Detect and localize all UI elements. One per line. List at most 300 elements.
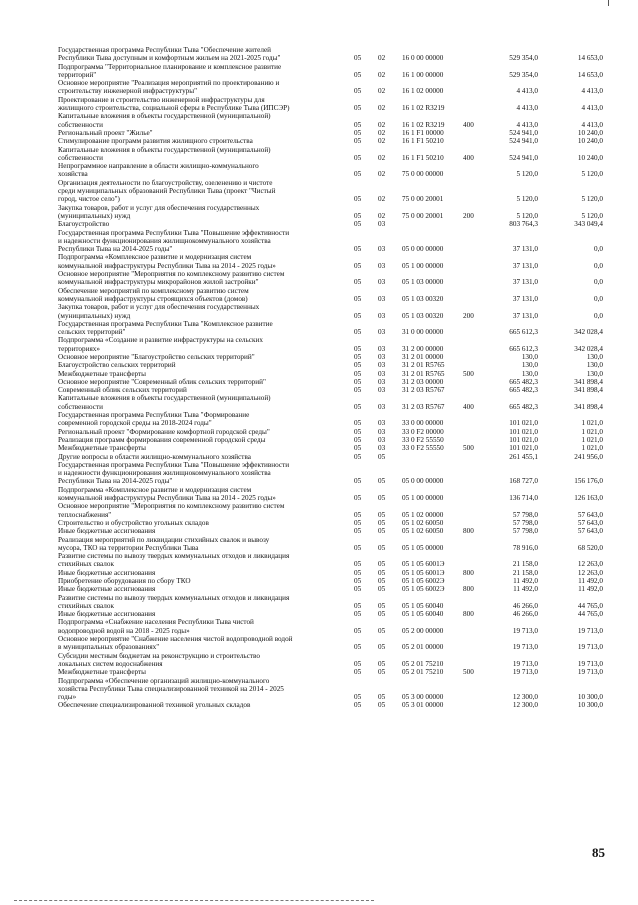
col-amount-2021: 665 482,3: [509, 402, 538, 411]
col-pr: 05: [378, 610, 386, 619]
table-row: [58, 585, 603, 593]
col-rz: 05: [354, 278, 362, 287]
col-rz: 05: [354, 211, 362, 220]
col-rz: 05: [354, 577, 362, 585]
table-row: [58, 370, 603, 378]
row-name: Закупка товаров, работ и услуг для обеспечения государственных (муниципальных) нужд: [58, 303, 260, 320]
col-cs: 05 3 01 00000: [402, 701, 444, 710]
col-rz: 05: [354, 543, 362, 552]
col-rz: 05: [354, 294, 362, 303]
col-amount-2022: 1 021,0: [581, 419, 603, 428]
table-row: [58, 137, 603, 145]
col-amount-2021: 101 021,0: [509, 435, 538, 444]
row-name: Капитальные вложения в объекты государственной (муниципальной) собственности: [58, 112, 271, 129]
col-amount-2022: 0,0: [594, 294, 603, 303]
col-rz: 05: [354, 452, 362, 461]
col-amount-2021: 37 131,0: [512, 245, 538, 254]
col-cs: 05 2 01 75210: [402, 659, 444, 668]
col-pr: 03: [378, 427, 386, 436]
col-rz: 05: [354, 352, 362, 361]
col-amount-2022: 10 240,0: [577, 137, 603, 146]
col-pr: 03: [378, 352, 386, 361]
col-rz: 05: [354, 527, 362, 536]
col-cs: 05 0 00 00000: [402, 245, 444, 254]
row-name: Реализация программ формирования современной городской среды: [58, 435, 266, 444]
col-amount-2022: 44 765,0: [577, 610, 603, 619]
col-cs: 05 1 05 60040: [402, 610, 444, 619]
col-cs: 31 2 03 00000: [402, 377, 444, 386]
col-amount-2022: 130,0: [586, 369, 603, 378]
col-pr: 03: [378, 344, 386, 353]
col-cs: 05 1 03 00320: [402, 311, 444, 320]
col-pr: 03: [378, 245, 386, 254]
table-row: [58, 701, 603, 709]
row-name: Государственная программа Республики Тыва "Комплексное развитие сельских территорий": [58, 319, 273, 337]
row-name: Государственная программа Республики Тыва "Повышение эффективности и надежности функционирования жилищнокоммунального хозяйства Республики Тыва на 2014-2025 годы": [58, 460, 290, 486]
table-row: [58, 46, 603, 63]
col-vr: 400: [463, 120, 474, 129]
col-amount-2022: 12 263,0: [577, 560, 603, 569]
row-name: Основное мероприятие "Реализация мероприятий по проектированию и строительству инженерной инфраструктуры": [58, 79, 280, 96]
col-rz: 05: [354, 344, 362, 353]
col-amount-2021: 37 131,0: [512, 311, 538, 320]
col-cs: 31 2 03 R5767: [402, 402, 445, 411]
col-amount-2021: 130,0: [521, 352, 538, 361]
col-amount-2021: 37 131,0: [512, 294, 538, 303]
col-pr: 05: [378, 601, 386, 610]
table-row: [58, 353, 603, 361]
budget-table: [58, 46, 603, 710]
col-rz: 05: [354, 170, 362, 179]
row-name: Межбюджетные трансферты: [58, 444, 146, 453]
col-pr: 02: [378, 170, 386, 179]
col-cs: 05 1 05 6001Э: [402, 560, 445, 569]
col-rz: 05: [354, 137, 362, 146]
col-cs: 16 1 02 00000: [402, 87, 444, 96]
col-cs: 16 0 00 00000: [402, 54, 444, 63]
col-cs: 75 0 00 20001: [402, 195, 444, 204]
col-amount-2021: 5 120,0: [516, 211, 538, 220]
table-row: [58, 361, 603, 369]
col-cs: 33 0 F2 00000: [402, 427, 444, 436]
table-row: [58, 129, 603, 137]
col-amount-2021: 524 941,0: [509, 128, 538, 137]
table-row: [58, 287, 603, 304]
col-pr: 03: [378, 220, 386, 229]
col-rz: 05: [354, 601, 362, 610]
scan-edge-line: [14, 900, 374, 901]
col-amount-2021: 524 941,0: [509, 137, 538, 146]
col-amount-2021: 803 764,3: [509, 220, 538, 229]
col-amount-2021: 665 482,3: [509, 386, 538, 395]
col-cs: 05 1 02 60050: [402, 527, 444, 536]
row-name: Подпрограмма «Создание и развитие инфраструктуры на сельских территориях»: [58, 336, 263, 353]
col-amount-2022: 11 492,0: [578, 585, 603, 594]
row-name: Субсидии местным бюджетам на реконструкцию и строительство локальных систем водоснабжения: [58, 651, 260, 668]
table-row: [58, 519, 603, 527]
col-pr: 05: [378, 560, 386, 569]
col-pr: 03: [378, 402, 386, 411]
col-amount-2021: 57 798,0: [512, 527, 538, 536]
col-pr: 03: [378, 377, 386, 386]
row-name: Подпрограмма «Комплексное развитие и модернизация систем коммунальной инфраструктуры Республики Тыва на 2014 - 2025 годы»: [58, 485, 276, 503]
col-amount-2021: 5 120,0: [516, 195, 538, 204]
col-cs: 16 1 F1 00000: [402, 128, 444, 137]
table-row: [58, 253, 603, 270]
col-amount-2022: 68 520,0: [577, 543, 603, 552]
table-row: [58, 577, 603, 585]
col-amount-2021: 46 266,0: [512, 601, 538, 610]
row-name: Закупка товаров, работ и услуг для обеспечения государственных (муниципальных) нужд: [58, 203, 260, 220]
col-rz: 05: [354, 419, 362, 428]
row-name: Строительство и обустройство угольных складов: [58, 518, 209, 527]
table-row: [58, 112, 603, 129]
row-name: Иные бюджетные ассигнования: [58, 527, 156, 536]
table-row: [58, 444, 603, 452]
col-amount-2021: 529 354,0: [509, 54, 538, 63]
col-cs: 05 2 00 00000: [402, 626, 444, 635]
col-amount-2021: 21 158,0: [512, 568, 538, 577]
col-amount-2022: 241 956,0: [574, 452, 603, 461]
col-pr: 03: [378, 444, 386, 453]
row-name: Подпрограмма "Территориальное планирование и комплексное развитие территорий": [58, 62, 282, 79]
col-rz: 05: [354, 494, 362, 503]
col-rz: 05: [354, 568, 362, 577]
col-rz: 05: [354, 435, 362, 444]
col-cs: 33 0 00 00000: [402, 419, 444, 428]
col-cs: 05 1 05 6002Э: [402, 577, 445, 585]
col-rz: 05: [354, 560, 362, 569]
row-name: Благоустройство сельских территорий: [58, 361, 176, 370]
table-row: [58, 63, 603, 80]
col-amount-2022: 5 120,0: [581, 195, 603, 204]
table-row: [58, 502, 603, 519]
col-rz: 05: [354, 668, 362, 677]
table-row: [58, 96, 603, 113]
col-amount-2021: 4 413,0: [516, 120, 538, 129]
col-pr: 02: [378, 120, 386, 129]
col-pr: 03: [378, 328, 386, 337]
col-pr: 02: [378, 128, 386, 137]
col-amount-2021: 11 492,0: [513, 585, 538, 594]
row-name: Основное мероприятие "Мероприятия по комплексному развитию систем коммунальной инфраструктуры микрорайонов жилой застройки": [58, 270, 285, 287]
row-name: Иные бюджетные ассигнования: [58, 610, 156, 619]
col-vr: 400: [463, 402, 474, 411]
row-name: Стимулирование программ развития жилищного строительства: [58, 137, 253, 146]
col-amount-2021: 101 021,0: [509, 427, 538, 436]
col-amount-2021: 11 492,0: [513, 577, 538, 585]
row-name: Капитальные вложения в объекты государственной (муниципальной) собственности: [58, 145, 271, 162]
col-cs: 31 2 01 R5765: [402, 369, 445, 378]
col-rz: 05: [354, 701, 362, 710]
table-row: [58, 453, 603, 461]
col-cs: 05 1 05 00000: [402, 543, 444, 552]
col-pr: 03: [378, 369, 386, 378]
table-row: [58, 677, 603, 702]
col-amount-2022: 126 163,0: [574, 494, 603, 503]
col-vr: 200: [463, 311, 474, 320]
col-amount-2022: 341 898,4: [574, 402, 603, 411]
table-row: [58, 569, 603, 577]
col-rz: 05: [354, 54, 362, 63]
col-rz: 05: [354, 70, 362, 79]
table-row: [58, 204, 603, 221]
row-name: Подпрограмма «Обеспечение организаций жилищно-коммунального хозяйства Республики Тыва специализированной техникой на 2014 - 2025 годы»: [58, 676, 284, 702]
col-cs: 05 1 00 00000: [402, 261, 444, 270]
col-vr: 800: [463, 568, 474, 577]
table-row: [58, 486, 603, 503]
col-rz: 05: [354, 427, 362, 436]
col-amount-2022: 130,0: [586, 361, 603, 370]
col-pr: 02: [378, 137, 386, 146]
col-cs: 05 0 00 00000: [402, 477, 444, 486]
col-amount-2021: 101 021,0: [509, 419, 538, 428]
col-amount-2021: 37 131,0: [512, 278, 538, 287]
row-name: Подпрограмма «Снабжение населения Республики Тыва чистой водопроводной водой на 2018 - 2025 годы»: [58, 618, 254, 635]
row-name: Межбюджетные трансферты: [58, 369, 146, 378]
col-pr: 05: [378, 693, 386, 702]
col-cs: 31 2 03 R5767: [402, 386, 445, 395]
col-amount-2021: 136 714,0: [509, 494, 538, 503]
col-amount-2021: 19 713,0: [512, 668, 538, 677]
col-rz: 05: [354, 361, 362, 370]
col-cs: 05 1 03 00000: [402, 278, 444, 287]
col-rz: 05: [354, 585, 362, 594]
col-amount-2022: 57 643,0: [577, 527, 603, 536]
col-pr: 05: [378, 452, 386, 461]
col-amount-2021: 19 713,0: [512, 643, 538, 652]
col-pr: 05: [378, 626, 386, 635]
table-row: [58, 220, 603, 228]
table-row: [58, 527, 603, 535]
row-name: Современный облик сельских территорий: [58, 386, 187, 395]
col-amount-2022: 0,0: [594, 278, 603, 287]
col-amount-2022: 19 713,0: [577, 668, 603, 677]
col-pr: 03: [378, 361, 386, 370]
col-cs: 05 3 00 00000: [402, 693, 444, 702]
col-cs: 31 2 01 00000: [402, 352, 444, 361]
row-name: Государственная программа Республики Тыва "Повышение эффективности и надежности функционирования жилищнокоммунального хозяйства Республики Тыва на 2014-2025 годы": [58, 228, 290, 254]
col-pr: 05: [378, 510, 386, 519]
col-amount-2021: 5 120,0: [516, 170, 538, 179]
col-amount-2021: 524 941,0: [509, 153, 538, 162]
col-pr: 02: [378, 87, 386, 96]
col-amount-2021: 37 131,0: [512, 261, 538, 270]
col-rz: 05: [354, 261, 362, 270]
col-amount-2021: 261 455,1: [509, 452, 538, 461]
col-vr: 400: [463, 153, 474, 162]
row-name: Подпрограмма «Комплексное развитие и модернизация систем коммунальной инфраструктуры Республики Тыва на 2014 - 2025 годы»: [58, 253, 276, 270]
col-amount-2021: 46 266,0: [512, 610, 538, 619]
row-name: Проектирование и строительство инженерной инфраструктуры для жилищного строительства, социальной сферы в Республике Тыва (ИПСЭР): [58, 95, 290, 113]
row-name: Иные бюджетные ассигнования: [58, 585, 156, 594]
row-name: Обеспечение мероприятий по комплексному развитию систем коммунальной инфраструктуры строящихся объектов (домов): [58, 286, 249, 303]
col-amount-2022: 5 120,0: [581, 170, 603, 179]
col-amount-2021: 665 612,3: [509, 344, 538, 353]
col-vr: 500: [463, 444, 474, 453]
col-vr: 200: [463, 211, 474, 220]
col-rz: 05: [354, 87, 362, 96]
col-amount-2021: 665 482,3: [509, 377, 538, 386]
table-row: [58, 668, 603, 676]
col-amount-2022: 10 240,0: [577, 128, 603, 137]
col-rz: 05: [354, 444, 362, 453]
col-amount-2021: 21 158,0: [512, 560, 538, 569]
col-rz: 05: [354, 518, 362, 527]
table-row: [58, 320, 603, 337]
col-amount-2021: 12 300,0: [512, 693, 538, 702]
col-rz: 05: [354, 153, 362, 162]
row-name: Основное мероприятие "Снабжение населения чистой водопроводной водой в муниципальных образованиях": [58, 635, 293, 652]
col-amount-2022: 44 765,0: [577, 601, 603, 610]
col-amount-2022: 342 028,4: [574, 328, 603, 337]
col-pr: 05: [378, 577, 386, 585]
col-pr: 05: [378, 518, 386, 527]
col-vr: 500: [463, 668, 474, 677]
col-pr: 05: [378, 701, 386, 710]
table-row: [58, 610, 603, 618]
col-amount-2022: 12 263,0: [577, 568, 603, 577]
col-cs: 75 0 00 20001: [402, 211, 444, 220]
col-amount-2022: 19 713,0: [577, 643, 603, 652]
table-row: [58, 336, 603, 353]
col-amount-2021: 101 021,0: [509, 444, 538, 453]
row-name: Капитальные вложения в объекты государственной (муниципальной) собственности: [58, 394, 271, 411]
table-row: [58, 461, 603, 486]
col-pr: 03: [378, 386, 386, 395]
col-amount-2022: 14 653,0: [577, 54, 603, 63]
col-amount-2022: 342 028,4: [574, 344, 603, 353]
col-amount-2021: 4 413,0: [516, 104, 538, 113]
col-amount-2022: 156 176,0: [574, 477, 603, 486]
table-row: [58, 394, 603, 411]
col-amount-2022: 341 898,4: [574, 377, 603, 386]
col-amount-2021: 57 798,0: [512, 510, 538, 519]
row-name: Основное мероприятие "Мероприятия по комплексному развитию систем теплоснабжения": [58, 502, 285, 519]
col-cs: 05 1 02 00000: [402, 510, 444, 519]
col-amount-2022: 57 643,0: [577, 518, 603, 527]
col-rz: 05: [354, 377, 362, 386]
col-vr: 800: [463, 527, 474, 536]
col-amount-2022: 10 300,0: [577, 693, 603, 702]
col-vr: 800: [463, 585, 474, 594]
col-rz: 05: [354, 643, 362, 652]
col-pr: 05: [378, 585, 386, 594]
row-name: Межбюджетные трансферты: [58, 668, 146, 677]
col-cs: 05 1 00 00000: [402, 494, 444, 503]
col-cs: 33 0 F2 55550: [402, 444, 444, 453]
col-amount-2022: 4 413,0: [581, 104, 603, 113]
col-pr: 03: [378, 311, 386, 320]
col-rz: 05: [354, 477, 362, 486]
row-name: Другие вопросы в области жилищно-коммунального хозяйства: [58, 452, 251, 461]
col-rz: 05: [354, 220, 362, 229]
col-amount-2021: 19 713,0: [512, 659, 538, 668]
row-name: Обеспечение специализированной техникой угольных складов: [58, 701, 251, 710]
col-pr: 02: [378, 153, 386, 162]
col-amount-2021: 4 413,0: [516, 87, 538, 96]
col-amount-2022: 341 898,4: [574, 386, 603, 395]
table-row: [58, 552, 603, 569]
col-pr: 05: [378, 477, 386, 486]
table-row: [58, 428, 603, 436]
col-pr: 03: [378, 435, 386, 444]
col-amount-2022: 19 713,0: [577, 659, 603, 668]
col-amount-2022: 5 120,0: [581, 211, 603, 220]
table-row: [58, 179, 603, 204]
col-rz: 05: [354, 510, 362, 519]
table-row: [58, 436, 603, 444]
col-cs: 05 2 01 00000: [402, 643, 444, 652]
col-rz: 05: [354, 402, 362, 411]
col-cs: 75 0 00 00000: [402, 170, 444, 179]
col-rz: 05: [354, 626, 362, 635]
table-row: [58, 378, 603, 386]
col-cs: 05 1 05 6001Э: [402, 568, 445, 577]
table-row: [58, 229, 603, 254]
col-rz: 05: [354, 386, 362, 395]
col-amount-2021: 529 354,0: [509, 70, 538, 79]
col-pr: 05: [378, 659, 386, 668]
col-rz: 05: [354, 693, 362, 702]
col-amount-2021: 168 727,0: [509, 477, 538, 486]
col-cs: 16 1 F1 50210: [402, 153, 444, 162]
col-amount-2022: 343 049,4: [574, 220, 603, 229]
col-amount-2022: 10 240,0: [577, 153, 603, 162]
col-pr: 03: [378, 419, 386, 428]
col-rz: 05: [354, 195, 362, 204]
col-pr: 05: [378, 494, 386, 503]
page-number: 85: [592, 845, 605, 860]
col-amount-2021: 130,0: [521, 369, 538, 378]
col-pr: 05: [378, 527, 386, 536]
col-pr: 05: [378, 668, 386, 677]
col-amount-2022: 19 713,0: [577, 626, 603, 635]
col-pr: 02: [378, 211, 386, 220]
col-rz: 05: [354, 104, 362, 113]
row-name: Приобретение оборудования по сбору ТКО: [58, 577, 191, 585]
col-pr: 05: [378, 643, 386, 652]
col-pr: 05: [378, 568, 386, 577]
col-cs: 05 1 05 60040: [402, 601, 444, 610]
col-amount-2021: 130,0: [521, 361, 538, 370]
col-amount-2022: 4 413,0: [581, 87, 603, 96]
col-rz: 05: [354, 328, 362, 337]
col-rz: 05: [354, 659, 362, 668]
row-name: Основное мероприятие "Благоустройство сельских территорий": [58, 352, 255, 361]
row-name: Реализация мероприятий по ликвидации стихийных свалок и вывозу мусора, ТКО на территории Республики Тыва: [58, 535, 270, 552]
col-amount-2022: 57 643,0: [577, 510, 603, 519]
col-amount-2022: 1 021,0: [581, 444, 603, 453]
row-name: Развитие системы по вывозу твердых коммунальных отходов и ликвидация стихийных свалок: [58, 552, 290, 569]
col-pr: 02: [378, 195, 386, 204]
table-row: [58, 270, 603, 287]
col-pr: 03: [378, 294, 386, 303]
table-row: [58, 411, 603, 428]
row-name: Непрограммное направление в области жилищно-коммунального хозяйства: [58, 162, 259, 179]
row-name: Благоустройство: [58, 220, 110, 229]
col-amount-2022: 1 021,0: [581, 427, 603, 436]
col-cs: 31 2 01 R5765: [402, 361, 445, 370]
col-amount-2022: 130,0: [586, 352, 603, 361]
col-amount-2022: 0,0: [594, 261, 603, 270]
col-vr: 500: [463, 369, 474, 378]
table-row: [58, 618, 603, 635]
col-pr: 02: [378, 70, 386, 79]
table-row: [58, 146, 603, 163]
row-name: Государственная программа Республики Тыва "Обеспечение жителей Республики Тыва доступным и комфортным жильем на 2021-2025 годы": [58, 46, 281, 63]
col-vr: 800: [463, 610, 474, 619]
